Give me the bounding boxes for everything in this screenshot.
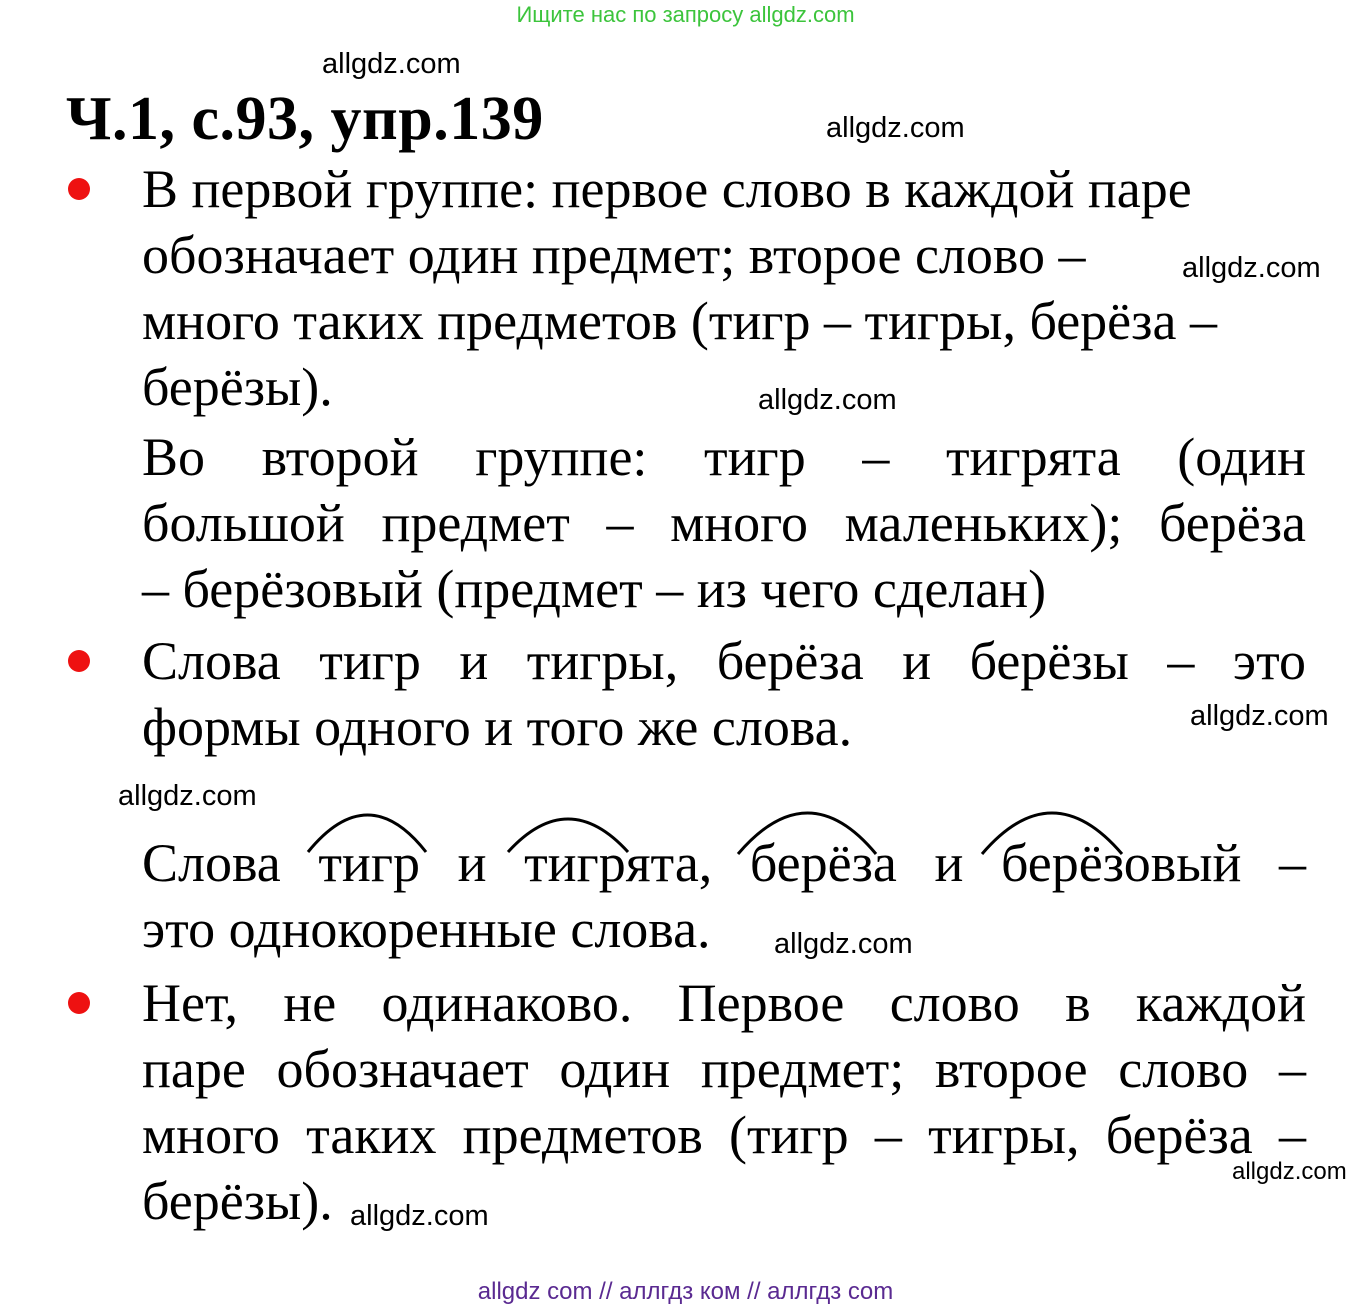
watermark: allgdz.com — [1190, 700, 1329, 732]
watermark: allgdz.com — [118, 780, 257, 812]
page-title: Ч.1, с.93, упр.139 — [66, 85, 544, 153]
text-line: Во второй группе: тигр – тигрята (один — [142, 427, 1306, 487]
text-line: берёзы). — [142, 357, 333, 417]
text-line: много таких предметов (тигр – тигры, берёза – — [142, 1105, 1306, 1165]
footer: allgdz com // аллгдз ком // аллгдз com — [477, 1278, 894, 1305]
text-line: В первой группе: первое слово в каждой паре — [142, 159, 1192, 219]
bullet-icon — [68, 992, 90, 1014]
text-line: Слова тигр и тигры, берёза и берёзы – это — [142, 631, 1306, 691]
text-line: Нет, не одинаково. Первое слово в каждой — [142, 973, 1306, 1033]
text-line: большой предмет – много маленьких); берёза — [142, 493, 1306, 553]
watermark: allgdz.com — [1182, 252, 1321, 284]
text-line: формы одного и того же слова. — [142, 697, 853, 757]
top-banner: Ищите нас по запросу allgdz.com — [516, 2, 855, 27]
text-line: много таких предметов (тигр – тигры, берёза – — [142, 291, 1217, 351]
watermark: allgdz.com — [774, 928, 913, 960]
text-line: это однокоренные слова. — [142, 899, 711, 959]
text-line: Слова тигр и тигрята, берёза и берёзовый – — [142, 833, 1306, 893]
watermark: allgdz.com — [826, 112, 965, 144]
watermark: allgdz.com — [350, 1200, 489, 1232]
text-line: – берёзовый (предмет – из чего сделан) — [142, 559, 1047, 619]
text-line: паре обозначает один предмет; второе слово – — [142, 1039, 1306, 1099]
watermark: allgdz.com — [758, 384, 897, 416]
watermark: allgdz.com — [1232, 1158, 1347, 1185]
watermark: allgdz.com — [322, 48, 461, 80]
text-line: берёзы). — [142, 1171, 333, 1231]
text-line: обозначает один предмет; второе слово – — [142, 225, 1086, 285]
